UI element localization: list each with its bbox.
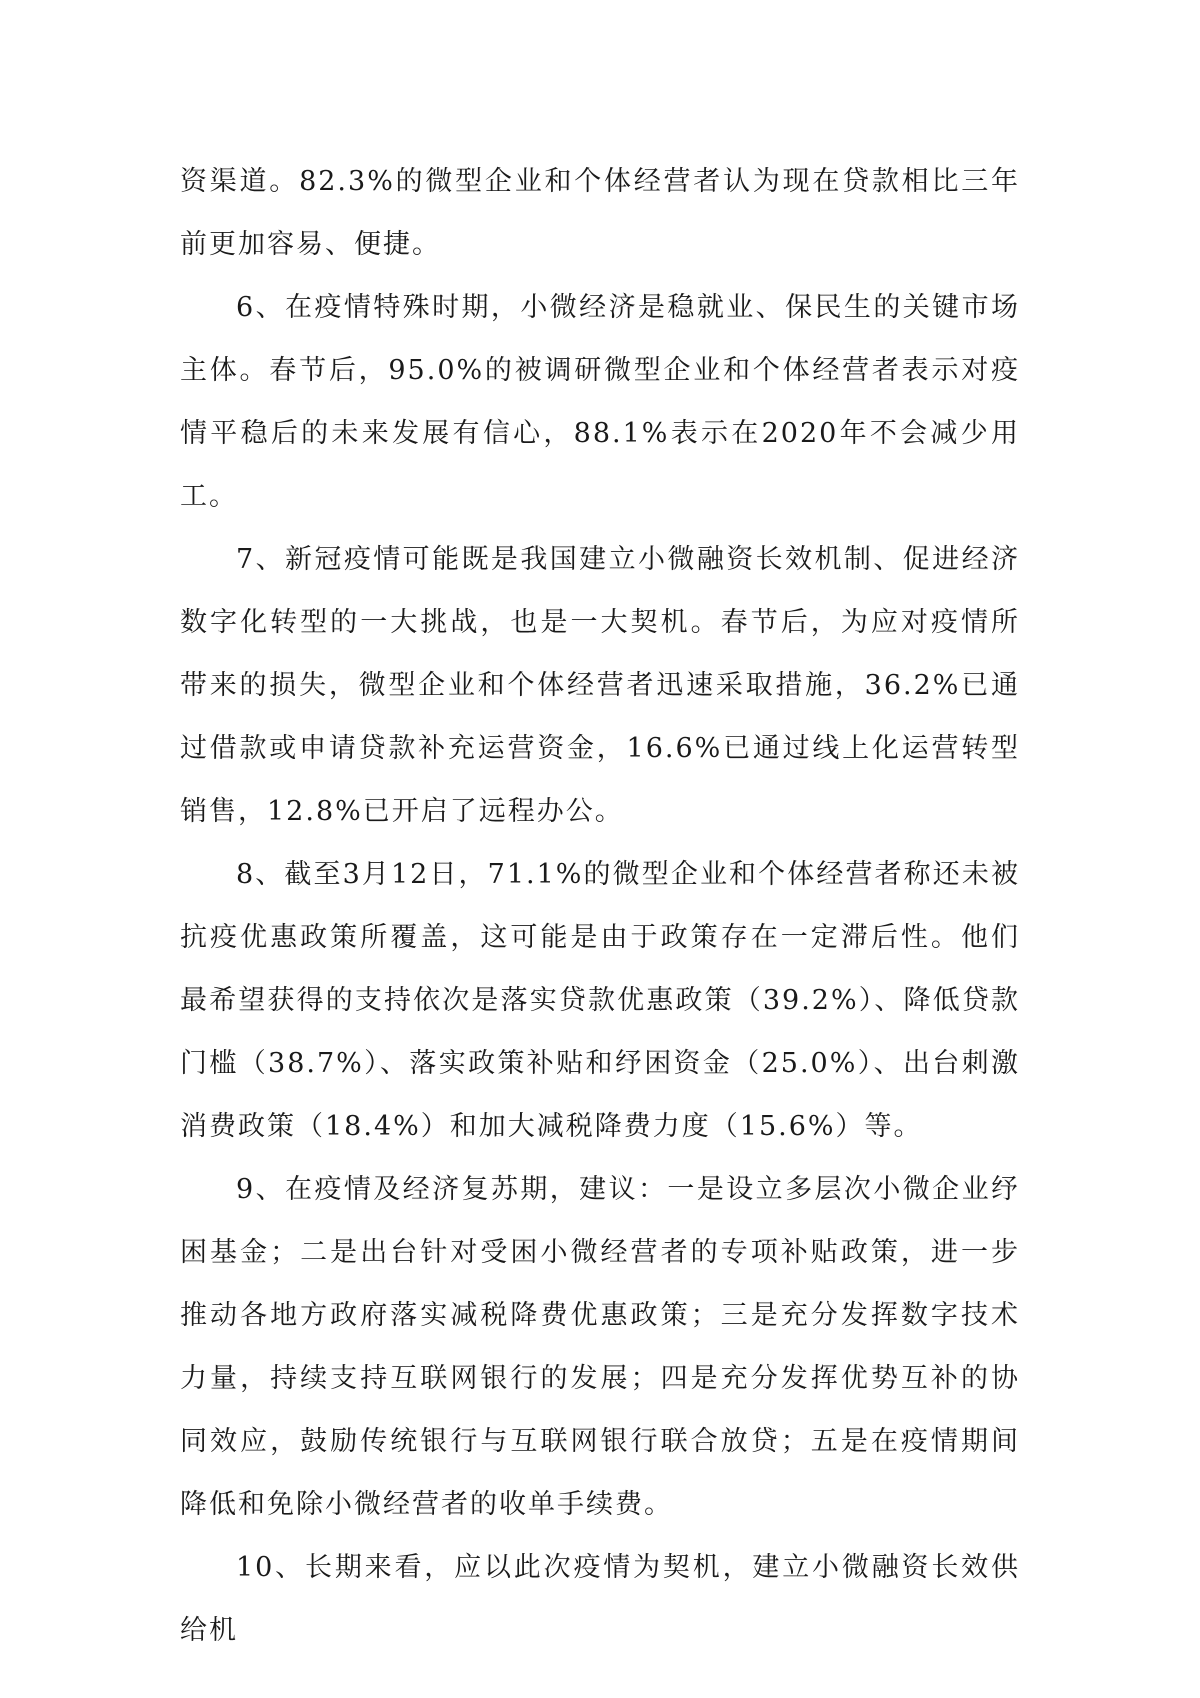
paragraph-item-8: 8、截至3月12日，71.1%的微型企业和个体经营者称还未被抗疫优惠政策所覆盖，这可能是由于政策存在一定滞后性。他们最希望获得的支持依次是落实贷款优惠政策（39.2%）、降低贷款门槛（38.7%）、落实政策补贴和纾困资金（25.0%）、出台刺激消费政策（18.4%）和加大减税降费力度（15.6%）等。 (180, 859, 1020, 1142)
paragraph-item-10: 10、长期来看，应以此次疫情为契机，建立小微融资长效供给机 (180, 1552, 1020, 1646)
paragraph-item-6: 6、在疫情特殊时期，小微经济是稳就业、保民生的关键市场主体。春节后，95.0%的被调研微型企业和个体经营者表示对疫情平稳后的未来发展有信心，88.1%表示在2020年不会减少用工。 (180, 292, 1020, 512)
paragraph-item-7: 7、新冠疫情可能既是我国建立小微融资长效机制、促进经济数字化转型的一大挑战，也是一大契机。春节后，为应对疫情所带来的损失，微型企业和个体经营者迅速采取措施，36.2%已通过借款或申请贷款补充运营资金，16.6%已通过线上化运营转型销售，12.8%已开启了远程办公。 (180, 544, 1020, 827)
paragraph-item-9: 9、在疫情及经济复苏期，建议：一是设立多层次小微企业纾困基金；二是出台针对受困小微经营者的专项补贴政策，进一步推动各地方政府落实减税降费优惠政策；三是充分发挥数字技术力量，持续支持互联网银行的发展；四是充分发挥优势互补的协同效应，鼓励传统银行与互联网银行联合放贷；五是在疫情期间降低和免除小微经营者的收单手续费。 (180, 1174, 1020, 1520)
paragraph-continuation: 资渠道。82.3%的微型企业和个体经营者认为现在贷款相比三年前更加容易、便捷。 (180, 166, 1020, 260)
document-body (180, 150, 1020, 1662)
